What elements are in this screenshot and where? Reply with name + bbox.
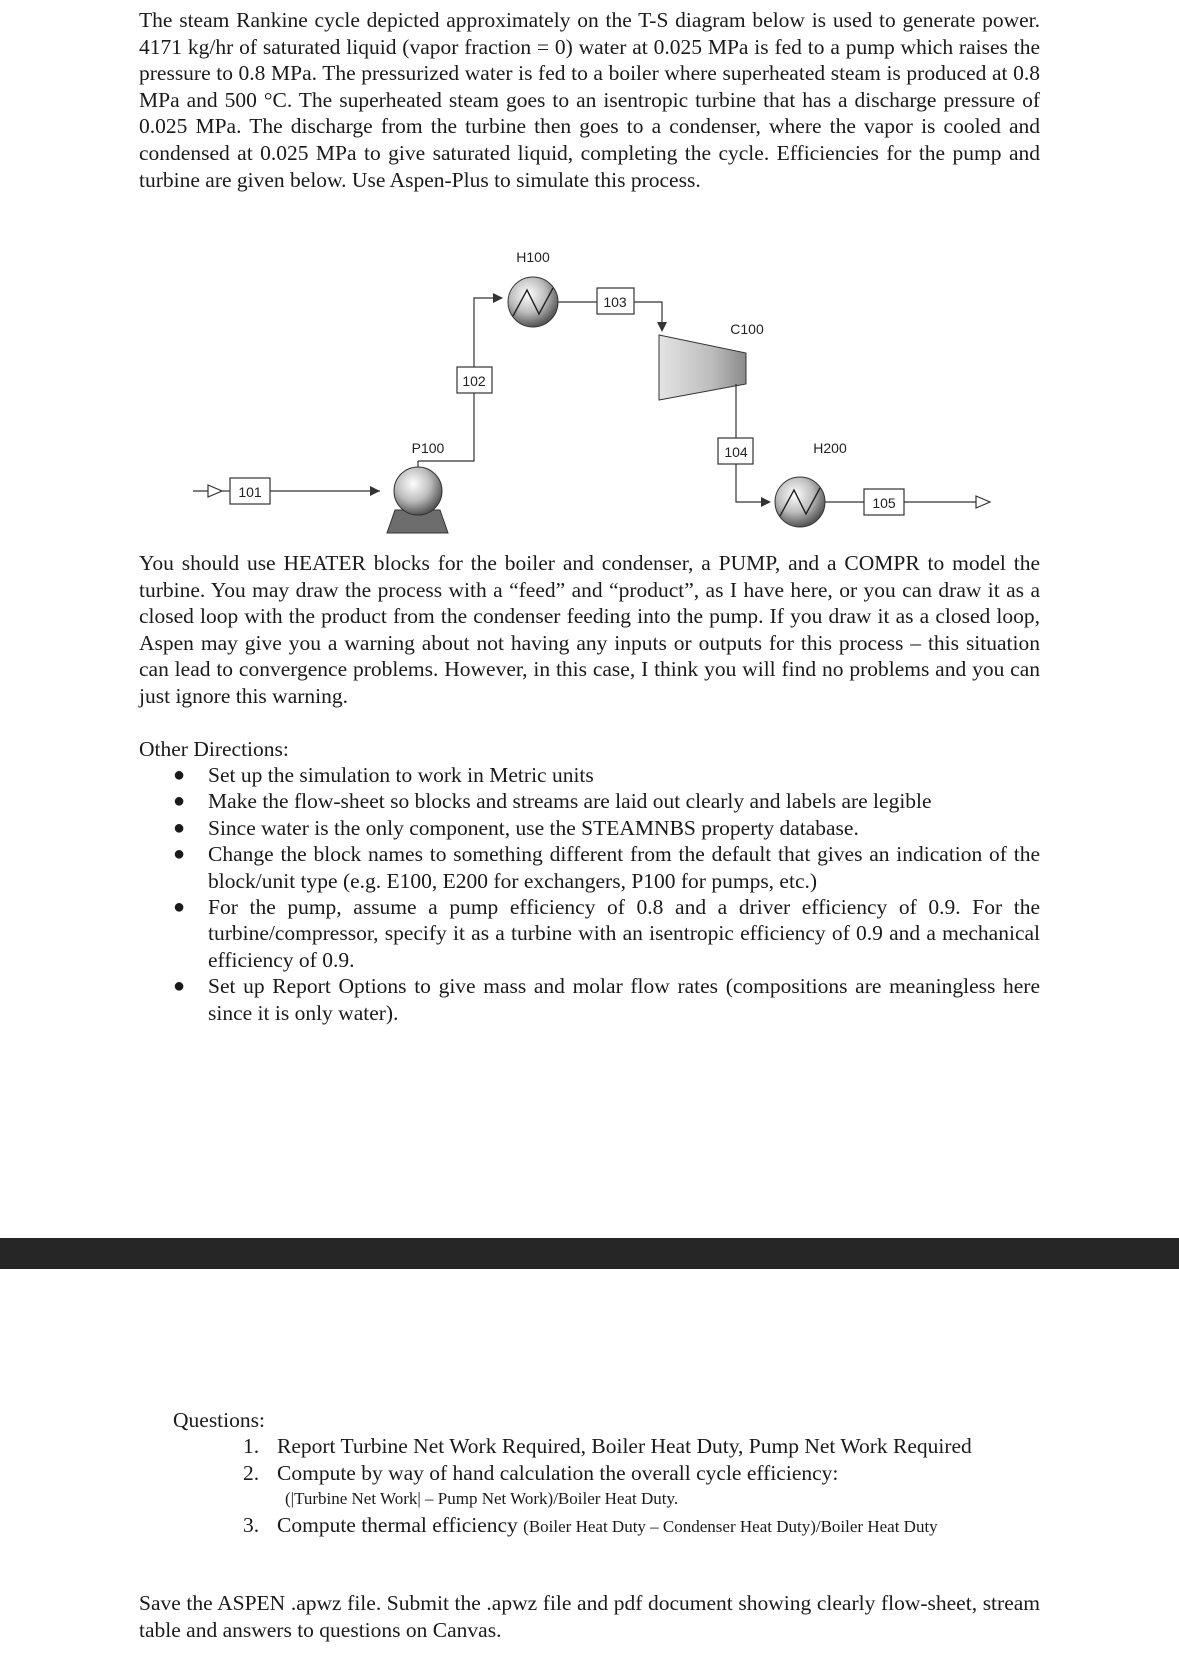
direction-item: ● Set up the simulation to work in Metric units (173, 763, 594, 787)
bullet-icon: ● (173, 790, 186, 813)
bullet-icon: ● (173, 975, 186, 998)
question-item: 3. Compute thermal efficiency (Boiler Heat Duty – Condenser Heat Duty)/Boiler Heat Duty (243, 1513, 938, 1538)
bullet-icon: ● (173, 764, 186, 786)
direction-item: ● Change the block names to something different from the default that gives an indication of the block/unit type (e.g. E100, E200 for exchangers, P100 for pumps, etc.) (173, 842, 1040, 893)
closing-paragraph: Save the ASPEN .apwz file. Submit the .apwz file and pdf document showing clearly flow-sheet, stream table and answers to questions on Canvas. (139, 1591, 1040, 1642)
direction-item: ● Since water is the only component, use the STEAMNBS property database. (173, 815, 859, 840)
pump-p100 (387, 440, 448, 533)
bullet-icon: ● (173, 896, 186, 919)
stream-105 (825, 489, 990, 515)
question-formula: (Boiler Heat Duty – Condenser Heat Duty)/Boiler Heat Duty (523, 1517, 938, 1537)
boiler-h100 (508, 249, 558, 327)
process-flowsheet (0, 0, 1179, 560)
question-formula: (|Turbine Net Work| – Pump Net Work)/Boiler Heat Duty. (285, 1489, 679, 1509)
boiler-h100-label: H100 (516, 249, 550, 265)
stream-102 (418, 293, 503, 461)
questions-heading: Questions: (173, 1408, 265, 1432)
instructions-paragraph: You should use HEATER blocks for the boiler and condenser, a PUMP, and a COMPR to model the turbine. You may draw the process with a “feed” and “product”, as I have here, or you can draw it as a closed loop with the product from the condenser feeding into the pump. If you draw it as a closed loop, Aspen may give you a warning about not having any inputs or outputs for this process – this situation can lead to convergence problems. However, in this case, I think you will find no problems and you can just ignore this warning. (139, 551, 1040, 708)
questions-list (173, 1433, 1053, 1541)
direction-item: ● For the pump, assume a pump efficiency of 0.8 and a driver efficiency of 0.9. For the turbine/compressor, specify it as a turbine with an isentropic efficiency of 0.9 and a mechanical efficiency of 0.9. (173, 895, 1040, 972)
question-item: 2. Compute by way of hand calculation the overall cycle efficiency: (|Turbine Net Work| – Pump Net Work)/Boiler Heat Duty. (173, 1460, 1053, 1513)
turbine-c100-label: C100 (730, 321, 764, 337)
page-divider-band (0, 1238, 1179, 1269)
other-directions-heading: Other Directions: (139, 737, 289, 761)
stream-105-label: 105 (872, 495, 896, 511)
bullet-icon: ● (173, 843, 186, 866)
stream-103 (558, 288, 667, 332)
stream-103-label: 103 (603, 294, 627, 310)
direction-item: ● Make the flow-sheet so blocks and streams are laid out clearly and labels are legible (173, 789, 932, 814)
turbine-c100 (659, 321, 764, 400)
stream-104-label: 104 (724, 444, 748, 460)
intro-paragraph: The steam Rankine cycle depicted approximately on the T-S diagram below is used to generate power. 4171 kg/hr of saturated liquid (vapor fraction = 0) water at 0.025 MPa is fed to a pump which raises the pressure to 0.8 MPa. The pressurized water is fed to a boiler where superheated steam is produced at 0.8 MPa and 500 °C. The superheated steam goes to an isentropic turbine that has a discharge pressure of 0.025 MPa. The discharge from the turbine then goes to a condenser, where the vapor is cooled and condensed at 0.025 MPa to give saturated liquid, completing the cycle. Efficiencies for the pump and turbine are given below. Use Aspen-Plus to simulate this process. (139, 8, 1040, 192)
bullet-icon: ● (173, 816, 186, 839)
stream-104 (718, 384, 771, 507)
stream-102-label: 102 (462, 373, 486, 389)
question-item: 1. Report Turbine Net Work Required, Boiler Heat Duty, Pump Net Work Required (243, 1434, 972, 1458)
condenser-h200 (775, 440, 847, 527)
condenser-h200-label: H200 (813, 440, 847, 456)
pump-p100-label: P100 (411, 440, 445, 456)
other-directions-list (139, 762, 1040, 1026)
stream-101 (193, 478, 380, 504)
direction-item: ● Set up Report Options to give mass and molar flow rates (compositions are meaningless here since it is only water). (173, 974, 1040, 1025)
stream-101-label: 101 (238, 484, 262, 500)
